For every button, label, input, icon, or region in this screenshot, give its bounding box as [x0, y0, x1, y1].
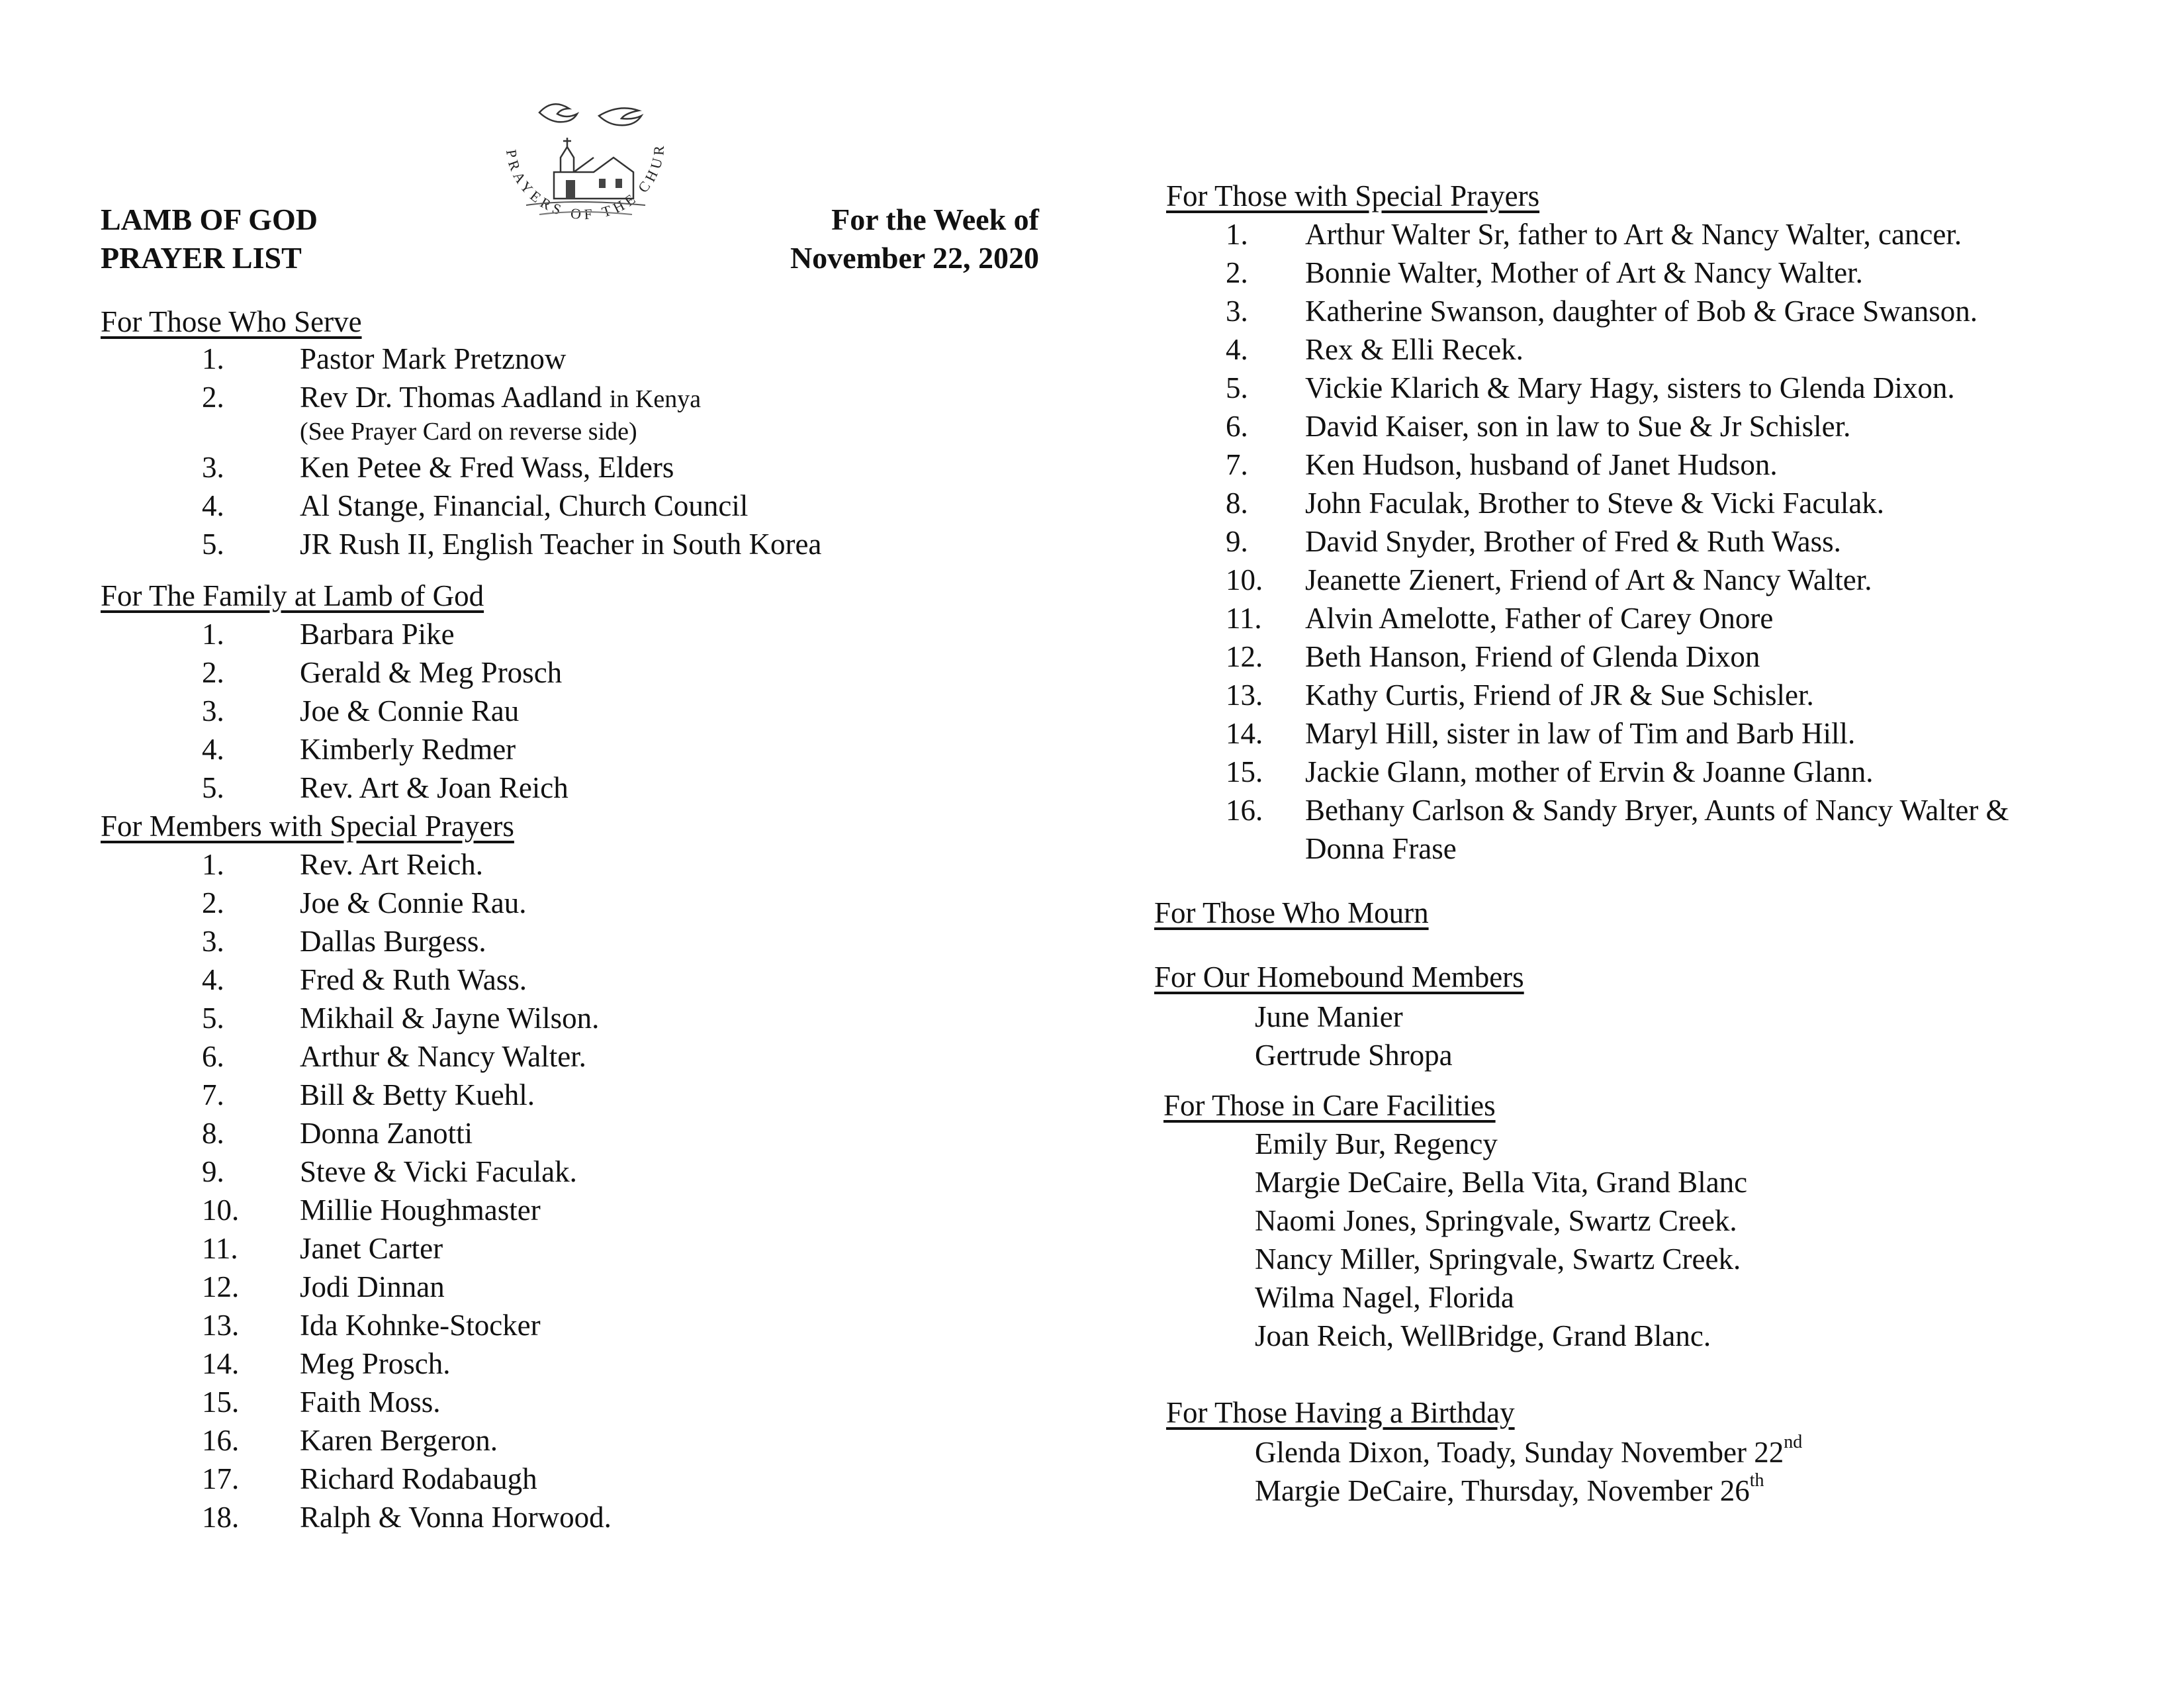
list-number: 17.	[202, 1462, 240, 1495]
list-item-text: Rex & Elli Recek.	[1305, 333, 1524, 366]
list-item-text: Katherine Swanson, daughter of Bob & Grace Swanson.	[1305, 295, 1978, 328]
list-item-name: Rev Dr. Thomas Aadland	[300, 381, 602, 414]
list-number: 5.	[202, 771, 224, 804]
list-number: 7.	[202, 1078, 224, 1111]
list-item-text: Ida Kohnke-Stocker	[300, 1309, 541, 1342]
list-item-text: Richard Rodabaugh	[300, 1462, 537, 1495]
list-number: 3.	[202, 694, 224, 727]
svg-text:PRAYERS OF THE CHURCH: PRAYERS OF THE CHUR	[502, 141, 668, 223]
list-item-text: Joe & Connie Rau.	[300, 886, 527, 919]
list-item-text: Dallas Burgess.	[300, 925, 486, 958]
list-item-text: Karen Bergeron.	[300, 1424, 498, 1457]
section-heading-family: For The Family at Lamb of God	[101, 579, 484, 612]
list-item-text: Rev. Art & Joan Reich	[300, 771, 569, 804]
list-title	[101, 201, 318, 277]
list-number: 3.	[1226, 295, 1248, 328]
list-item-text: Millie Houghmaster	[300, 1194, 541, 1227]
birthday-item: Margie DeCaire, Thursday, November 26th	[1255, 1470, 1764, 1507]
list-number: 2.	[202, 656, 224, 689]
week-label: For the Week of	[831, 203, 1039, 236]
title-line-2: PRAYER LIST	[101, 241, 302, 275]
list-number: 1.	[1226, 218, 1248, 251]
list-item-text: Janet Carter	[300, 1232, 443, 1265]
list-item-text: Kathy Curtis, Friend of JR & Sue Schisler.	[1305, 679, 1814, 712]
list-item-text: Arthur & Nancy Walter.	[300, 1040, 586, 1073]
list-number: 16.	[1226, 794, 1263, 827]
list-item-text: Fred & Ruth Wass.	[300, 963, 527, 996]
list-item: Gertrude Shropa	[1255, 1039, 1453, 1072]
list-item-text: Bonnie Walter, Mother of Art & Nancy Walter.	[1305, 256, 1863, 289]
list-number: 2.	[1226, 256, 1248, 289]
ordinal-suffix: th	[1749, 1470, 1764, 1491]
list-number: 16.	[202, 1424, 240, 1457]
list-item-text: Maryl Hill, sister in law of Tim and Barb Hill.	[1305, 717, 1856, 750]
list-number: 10.	[202, 1194, 240, 1227]
list-item-text: Ralph & Vonna Horwood.	[300, 1501, 612, 1534]
list-item-location: in Kenya	[609, 385, 702, 413]
section-heading-homebound: For Our Homebound Members	[1154, 961, 1524, 994]
list-number: 15.	[202, 1385, 240, 1419]
list-number: 15.	[1226, 755, 1263, 788]
list-item-text: Bethany Carlson & Sandy Bryer, Aunts of Nancy Walter &	[1305, 794, 2009, 827]
list-number: 4.	[1226, 333, 1248, 366]
list-number: 6.	[1226, 410, 1248, 443]
list-item-text: David Kaiser, son in law to Sue & Jr Schisler.	[1305, 410, 1851, 443]
birthday-item: Glenda Dixon, Toady, Sunday November 22nd	[1255, 1432, 1803, 1469]
list-item-text: David Snyder, Brother of Fred & Ruth Wass.	[1305, 525, 1841, 558]
list-item: June Manier	[1255, 1000, 1403, 1033]
list-item-text: Beth Hanson, Friend of Glenda Dixon	[1305, 640, 1760, 673]
section-heading-birthday: For Those Having a Birthday	[1166, 1396, 1515, 1429]
list-number: 12.	[1226, 640, 1263, 673]
list-item: Naomi Jones, Springvale, Swartz Creek.	[1255, 1204, 1737, 1237]
list-item-text: Bill & Betty Kuehl.	[300, 1078, 535, 1111]
list-item-text: Jodi Dinnan	[300, 1270, 445, 1303]
ordinal-suffix: nd	[1784, 1432, 1803, 1452]
list-item: Emily Bur, Regency	[1255, 1127, 1498, 1160]
list-item-text: Rev. Art Reich.	[300, 848, 484, 881]
list-item-text: Meg Prosch.	[300, 1347, 451, 1380]
list-item-text: John Faculak, Brother to Steve & Vicki Faculak.	[1305, 487, 1885, 520]
list-item-text: Gerald & Meg Prosch	[300, 656, 563, 689]
church-logo-icon	[486, 93, 685, 252]
list-number: 13.	[1226, 679, 1263, 712]
list-item-text: Jackie Glann, mother of Ervin & Joanne Glann.	[1305, 755, 1874, 788]
list-item-note: (See Prayer Card on reverse side)	[300, 418, 637, 445]
list-item-text: Mikhail & Jayne Wilson.	[300, 1002, 600, 1035]
list-item-text: Donna Zanotti	[300, 1117, 473, 1150]
list-number: 7.	[1226, 448, 1248, 481]
list-item-text: Faith Moss.	[300, 1385, 441, 1419]
list-number: 14.	[202, 1347, 240, 1380]
week-heading	[761, 201, 1039, 277]
list-number: 5.	[1226, 371, 1248, 404]
list-number: 8.	[1226, 487, 1248, 520]
list-number: 2.	[202, 886, 224, 919]
list-number: 5.	[202, 1002, 224, 1035]
list-number: 8.	[202, 1117, 224, 1150]
list-number: 1.	[202, 848, 224, 881]
list-number: 11.	[202, 1232, 238, 1265]
list-item-text: Joe & Connie Rau	[300, 694, 520, 727]
list-item: Margie DeCaire, Bella Vita, Grand Blanc	[1255, 1166, 1748, 1199]
week-date: November 22, 2020	[790, 241, 1039, 275]
section-heading-serve: For Those Who Serve	[101, 305, 362, 338]
list-item: Wilma Nagel, Florida	[1255, 1281, 1514, 1314]
list-item-continuation: Donna Frase	[1305, 832, 1457, 865]
list-item-text: Jeanette Zienert, Friend of Art & Nancy Walter.	[1305, 563, 1872, 596]
list-item: Joan Reich, WellBridge, Grand Blanc.	[1255, 1319, 1711, 1352]
list-number: 14.	[1226, 717, 1263, 750]
list-number: 6.	[202, 1040, 224, 1073]
list-number: 12.	[202, 1270, 240, 1303]
list-number: 13.	[202, 1309, 240, 1342]
list-number: 10.	[1226, 563, 1263, 596]
list-number: 18.	[202, 1501, 240, 1534]
list-item-text: Steve & Vicki Faculak.	[300, 1155, 577, 1188]
list-item-text: Arthur Walter Sr, father to Art & Nancy Walter, cancer.	[1305, 218, 1962, 251]
title-line-1: LAMB OF GOD	[101, 203, 318, 236]
section-heading-members: For Members with Special Prayers	[101, 810, 514, 843]
list-number: 9.	[1226, 525, 1248, 558]
church-logo	[486, 93, 685, 252]
list-item: Nancy Miller, Springvale, Swartz Creek.	[1255, 1243, 1741, 1276]
list-item-text: Barbara Pike	[300, 618, 455, 651]
list-number: 11.	[1226, 602, 1262, 635]
section-heading-special: For Those with Special Prayers	[1166, 179, 1540, 212]
list-item-text: Alvin Amelotte, Father of Carey Onore	[1305, 602, 1774, 635]
section-heading-care: For Those in Care Facilities	[1163, 1089, 1496, 1122]
list-number: 4.	[202, 963, 224, 996]
list-number: 3.	[202, 925, 224, 958]
list-number: 4.	[202, 733, 224, 766]
list-number: 1.	[202, 618, 224, 651]
list-item-text: Kimberly Redmer	[300, 733, 516, 766]
list-number: 9.	[202, 1155, 224, 1188]
list-item-text: Vickie Klarich & Mary Hagy, sisters to Glenda Dixon.	[1305, 371, 1955, 404]
list-item-text: Ken Hudson, husband of Janet Hudson.	[1305, 448, 1778, 481]
section-heading-mourn: For Those Who Mourn	[1154, 896, 1429, 929]
